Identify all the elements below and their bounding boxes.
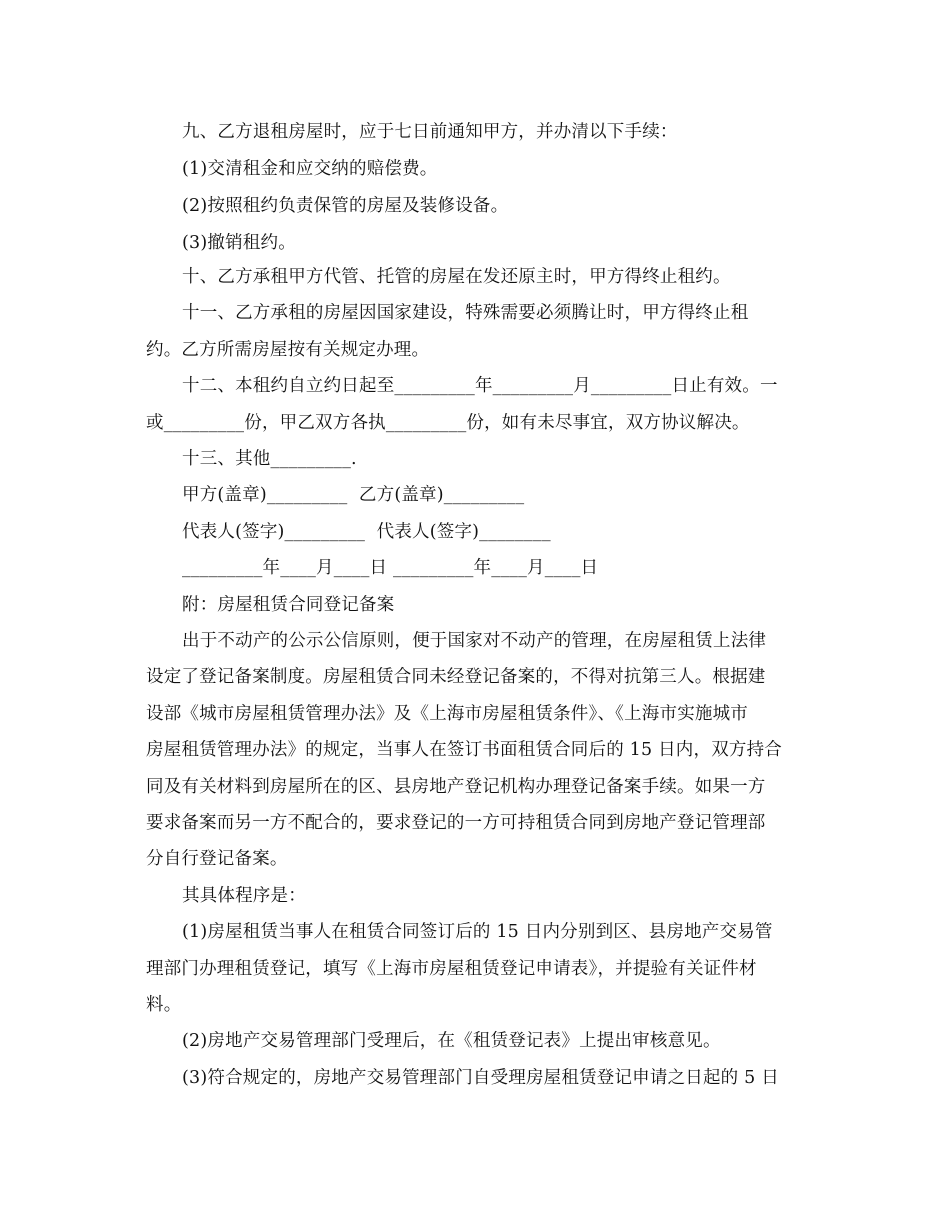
- clause-9: 九、乙方退租房屋时，应于七日前通知甲方，并办清以下手续：: [182, 122, 678, 142]
- procedure-step-1-line-3: 料。: [146, 995, 182, 1015]
- procedure-step-1-line-2: 理部门办理租赁登记，填写《上海市房屋租赁登记申请表》，并提验有关证件材: [146, 959, 757, 979]
- appendix-paragraph-line-4: 房屋租赁管理办法》的规定，当事人在签订书面租赁合同后的 15 日内，双方持合: [146, 740, 782, 760]
- appendix-paragraph-line-6: 要求备案而另一方不配合的，要求登记的一方可持租赁合同到房地产登记管理部: [146, 813, 766, 833]
- appendix-paragraph-line-7: 分自行登记备案。: [146, 849, 288, 869]
- appendix-paragraph-line-1: 出于不动产的公示公信原则，便于国家对不动产的管理，在房屋租赁上法律: [182, 631, 767, 651]
- clause-9-item-3: (3)撤销租约。: [182, 233, 296, 253]
- procedure-step-3: (3)符合规定的，房地产交易管理部门自受理房屋租赁登记申请之日起的 5 日: [182, 1068, 779, 1088]
- appendix-paragraph-line-3: 设部《城市房屋租赁管理办法》及《上海市房屋租赁条件》、《上海市实施城市: [146, 704, 748, 724]
- appendix-paragraph-line-2: 设定了登记备案制度。房屋租赁合同未经登记备案的，不得对抗第三人。根据建: [146, 667, 766, 687]
- date-line: _________年____月____日 _________年____月____日: [182, 558, 599, 578]
- seal-line: 甲方(盖章)_________ 乙方(盖章)_________: [182, 485, 525, 505]
- appendix-paragraph-line-5: 同及有关材料到房屋所在的区、县房地产登记机构办理登记备案手续。如果一方: [146, 777, 766, 797]
- clause-9-item-2: (2)按照租约负责保管的房屋及装修设备。: [182, 196, 509, 216]
- appendix-title: 附：房屋租赁合同登记备案: [182, 595, 395, 615]
- clause-10: 十、乙方承租甲方代管、托管的房屋在发还原主时，甲方得终止租约。: [182, 267, 731, 287]
- procedure-step-1-line-1: (1)房屋租赁当事人在租赁合同签订后的 15 日内分别到区、县房地产交易管: [182, 922, 773, 942]
- clause-9-item-1: (1)交清租金和应交纳的赔偿费。: [182, 159, 438, 179]
- procedure-step-2: (2)房地产交易管理部门受理后，在《租赁登记表》上提出审核意见。: [182, 1031, 721, 1051]
- clause-11-line-2: 约。乙方所需房屋按有关规定办理。: [146, 340, 430, 360]
- procedure-heading: 其具体程序是：: [182, 886, 306, 906]
- signature-line: 代表人(签字)_________ 代表人(签字)________: [182, 522, 551, 542]
- clause-12-line-2: 或_________份，甲乙双方各执_________份，如有未尽事宜，双方协议解决。: [146, 413, 750, 433]
- clause-12-line-1: 十二、本租约自立约日起至_________年_________月_________日止有效。一: [182, 376, 778, 396]
- clause-13: 十三、其他_________.: [182, 449, 357, 469]
- clause-11-line-1: 十一、乙方承租的房屋因国家建设，特殊需要必须腾让时，甲方得终止租: [182, 303, 749, 323]
